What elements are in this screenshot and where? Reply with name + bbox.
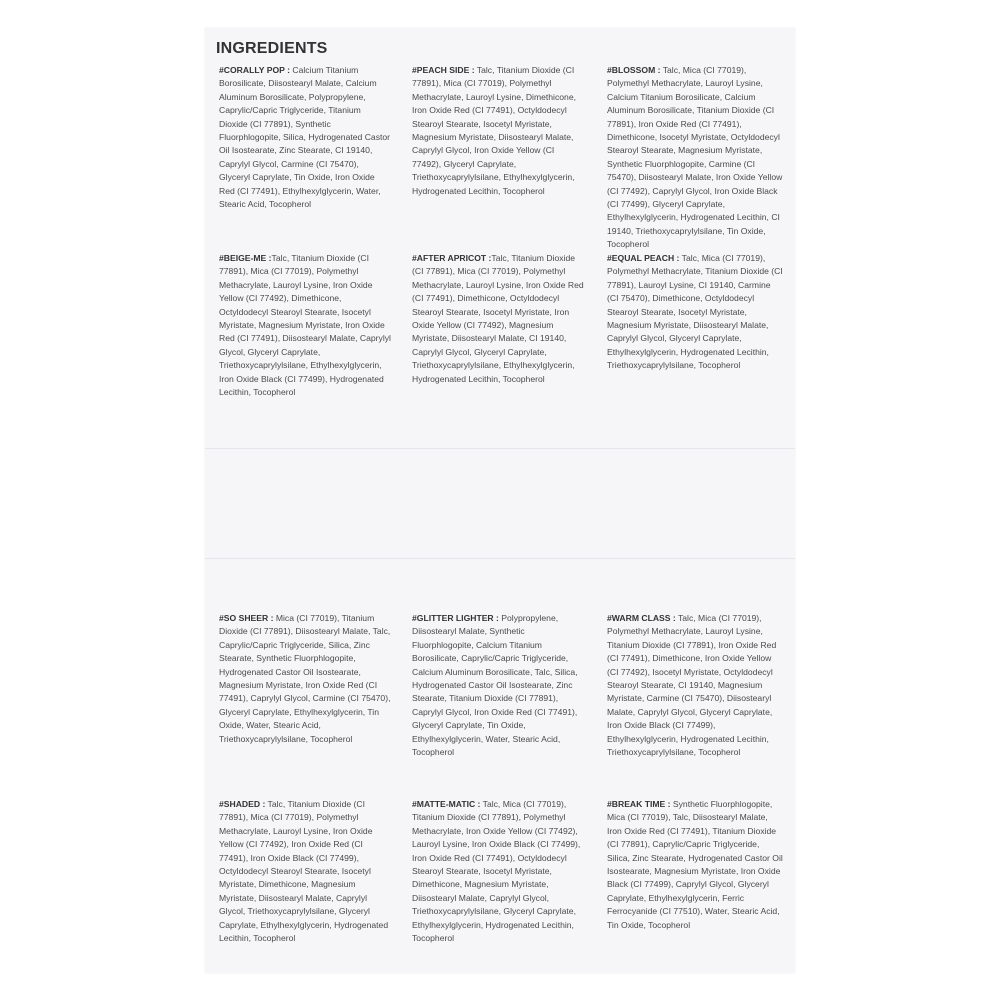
- shade-ingredients: Calcium Titanium Borosilicate, Diisostearyl Malate, Calcium Aluminum Borosilicate, Polypropylene, Caprylic/Capric Triglyceride, Titanium Dioxide (CI 77891), Synthetic Fluorphlogopite, Silica, Hydrogenated Castor Oil Isostearate, Zinc Stearate, CI 19140, Caprylyl Glycol, Carmine (CI 75470), Glyceryl Caprylate, Tin Oxide, Iron Oxide Red (CI 77491), Ethylhexylglycerin, Water, Stearic Acid, Tocopherol: [219, 65, 391, 210]
- shade-name: #PEACH SIDE :: [412, 65, 475, 75]
- shade-entry-matte-matic: [412, 798, 584, 945]
- shade-entry-after-apricot: [412, 252, 584, 386]
- shade-name: #BEIGE-ME :: [219, 253, 272, 263]
- shade-entry-warm-class: [607, 612, 783, 759]
- shade-ingredients: Talc, Mica (CI 77019), Polymethyl Methacrylate, Titanium Dioxide (CI 77891), Lauroyl Lysine, CI 19140, Carmine (CI 75470), Dimethicone, Octyldodecyl Stearoyl Stearate, Isocetyl Myristate, Magnesium Myristate, Diisostearyl Malate, Caprylyl Glycol, Glyceryl Caprylate, Ethylhexylglycerin, Hydrogenated Lecithin, Triethoxycaprylylsilane, Tocopherol: [607, 253, 783, 371]
- shade-ingredients: Synthetic Fluorphlogopite, Mica (CI 77019), Talc, Diisostearyl Malate, Iron Oxide Red (CI 77491), Titanium Dioxide (CI 77891), Caprylic/Capric Triglyceride, Silica, Zinc Stearate, Hydrogenated Castor Oil Isostearate, Magnesium Myristate, Iron Oxide Black (CI 77499), Caprylyl Glycol, Glyceryl Caprylate, Ethylhexylglycerin, Ferric Ferrocyanide (CI 77510), Water, Stearic Acid, Tin Oxide, Tocopherol: [607, 799, 783, 930]
- shade-entry-shaded: [219, 798, 391, 945]
- shade-entry-glitter-lighter: [412, 612, 584, 759]
- fold-line-upper: [205, 448, 795, 449]
- shade-name: #SHADED :: [219, 799, 266, 809]
- shade-entry-blossom: [607, 64, 783, 252]
- shade-ingredients: Talc, Mica (CI 77019), Polymethyl Methacrylate, Lauroyl Lysine, Calcium Titanium Borosilicate, Calcium Aluminum Borosilicate, Titanium Dioxide (CI 77891), Iron Oxide Red (CI 77491), Dimethicone, Isocetyl Myristate, Octyldodecyl Stearoyl Stearate, Magnesium Myristate, Synthetic Fluorphlogopite, Carmine (CI 75470), Diisostearyl Malate, Iron Oxide Yellow (CI 77492), Caprylyl Glycol, Iron Oxide Black (CI 77499), Glyceryl Caprylate, Ethylhexylglycerin, Hydrogenated Lecithin, CI 19140, Triethoxycaprylylsilane, Tin Oxide, Tocopherol: [607, 65, 783, 250]
- shade-entry-corally-pop: [219, 64, 391, 211]
- shade-name: #CORALLY POP :: [219, 65, 290, 75]
- shade-entry-peach-side: [412, 64, 584, 198]
- shade-name: #WARM CLASS :: [607, 613, 676, 623]
- shade-name: #MATTE-MATIC :: [412, 799, 481, 809]
- shade-ingredients: Mica (CI 77019), Titanium Dioxide (CI 77891), Diisostearyl Malate, Talc, Caprylic/Capric Triglyceride, Silica, Zinc Stearate, Synthetic Fluorphlogopite, Hydrogenated Castor Oil Isostearate, Magnesium Myristate, Iron Oxide Red (CI 77491), Caprylyl Glycol, Carmine (CI 75470), Glyceryl Caprylate, Ethylhexylglycerin, Tin Oxide, Water, Stearic Acid, Triethoxycaprylylsilane, Tocopherol: [219, 613, 391, 744]
- fold-line-lower: [205, 558, 795, 559]
- page-title: INGREDIENTS: [216, 40, 328, 57]
- shade-name: #SO SHEER :: [219, 613, 274, 623]
- shade-name: #BREAK TIME :: [607, 799, 671, 809]
- shade-ingredients: Talc, Titanium Dioxide (CI 77891), Mica (CI 77019), Polymethyl Methacrylate, Lauroyl Lysine, Iron Oxide Yellow (CI 77492), Dimethicone, Octyldodecyl Stearoyl Stearate, Isocetyl Myristate, Magnesium Myristate, Iron Oxide Red (CI 77491), Diisostearyl Malate, Caprylyl Glycol, Glyceryl Caprylate, Triethoxycaprylylsilane, Ethylhexylglycerin, Iron Oxide Black (CI 77499), Hydrogenated Lecithin, Tocopherol: [219, 253, 391, 398]
- shade-name: #BLOSSOM :: [607, 65, 661, 75]
- shade-ingredients: Talc, Titanium Dioxide (CI 77891), Mica (CI 77019), Polymethyl Methacrylate, Lauroyl Lysine, Iron Oxide Red (CI 77491), Dimethicone, Octyldodecyl Stearoyl Stearate, Isocetyl Myristate, Iron Oxide Yellow (CI 77492), Magnesium Myristate, Diisostearyl Malate, CI 19140, Caprylyl Glycol, Glyceryl Caprylate, Triethoxycaprylylsilane, Ethylhexylglycerin, Hydrogenated Lecithin, Tocopherol: [412, 253, 584, 384]
- shade-name: #EQUAL PEACH :: [607, 253, 680, 263]
- shade-ingredients: Polypropylene, Diisostearyl Malate, Synthetic Fluorphlogopite, Calcium Titanium Borosilicate, Caprylic/Capric Triglyceride, Calcium Aluminum Borosilicate, Talc, Silica, Hydrogenated Castor Oil Isostearate, Zinc Stearate, Titanium Dioxide (CI 77891), Caprylyl Glycol, Iron Oxide Red (CI 77491), Glyceryl Caprylate, Tin Oxide, Ethylhexylglycerin, Water, Stearic Acid, Tocopherol: [412, 613, 578, 758]
- shade-entry-so-sheer: [219, 612, 391, 746]
- shade-entry-equal-peach: [607, 252, 783, 373]
- shade-ingredients: Talc, Titanium Dioxide (CI 77891), Mica (CI 77019), Polymethyl Methacrylate, Lauroyl Lysine, Iron Oxide Yellow (CI 77492), Iron Oxide Red (CI 77491), Iron Oxide Black (CI 77499), Octyldodecyl Stearoyl Stearate, Isocetyl Myristate, Dimethicone, Magnesium Myristate, Diisostearyl Malate, Caprylyl Glycol, Triethoxycaprylylsilane, Glyceryl Caprylate, Ethylhexylglycerin, Hydrogenated Lecithin, Tocopherol: [219, 799, 389, 944]
- shade-ingredients: Talc, Mica (CI 77019), Titanium Dioxide (CI 77891), Polymethyl Methacrylate, Iron Oxide Yellow (CI 77492), Lauroyl Lysine, Iron Oxide Black (CI 77499), Iron Oxide Red (CI 77491), Octyldodecyl Stearoyl Stearate, Isocetyl Myristate, Dimethicone, Magnesium Myristate, Diisostearyl Malate, Caprylyl Glycol, Triethoxycaprylylsilane, Glyceryl Caprylate, Ethylhexylglycerin, Hydrogenated Lecithin, Tocopherol: [412, 799, 581, 944]
- shade-entry-break-time: [607, 798, 783, 932]
- shade-ingredients: Talc, Mica (CI 77019), Polymethyl Methacrylate, Lauroyl Lysine, Titanium Dioxide (CI 77891), Iron Oxide Red (CI 77491), Dimethicone, Iron Oxide Yellow (CI 77492), Isocetyl Myristate, Octyldodecyl Stearoyl Stearate, CI 19140, Magnesium Myristate, Carmine (CI 75470), Diisostearyl Malate, Caprylyl Glycol, Glyceryl Caprylate, Iron Oxide Black (CI 77499), Ethylhexylglycerin, Hydrogenated Lecithin, Triethoxycaprylylsilane, Tocopherol: [607, 613, 777, 758]
- shade-entry-beige-me: [219, 252, 391, 399]
- shade-ingredients: Talc, Titanium Dioxide (CI 77891), Mica (CI 77019), Polymethyl Methacrylate, Lauroyl Lysine, Dimethicone, Iron Oxide Red (CI 77491), Octyldodecyl Stearoyl Stearate, Isocetyl Myristate, Magnesium Myristate, Diisostearyl Malate, Caprylyl Glycol, Iron Oxide Yellow (CI 77492), Glyceryl Caprylate, Triethoxycaprylylsilane, Ethylhexylglycerin, Hydrogenated Lecithin, Tocopherol: [412, 65, 576, 196]
- shade-name: #GLITTER LIGHTER :: [412, 613, 499, 623]
- shade-name: #AFTER APRICOT :: [412, 253, 492, 263]
